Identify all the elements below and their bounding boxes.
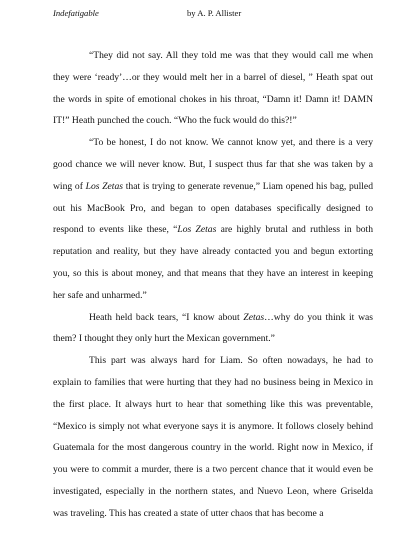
text-run: are highly brutal and ruthless in both reputation and reality, but they have already contacted you and begun extorting you, so this is about money, and that means that they have an interest in keeping her safe and unharmed.” <box>53 224 373 301</box>
text-run: …why do you think it was them? I thought they only hurt the Mexican government.” <box>53 311 373 345</box>
body-text <box>53 45 373 525</box>
running-header <box>53 8 380 20</box>
paragraph <box>53 45 373 132</box>
text-run: This part was always hard for Liam. So often nowadays, he had to explain to families that were hurting that they had no business being in Mexico in the first place. It always hurt to hear that something like this was preventable, “Mexico is simply not what everyone says it is anymore. It follows closely behind Guatemala for the most dangerous country in the world. Right now in Mexico, if you were to commit a murder, there is a two percent chance that it would even be investigated, especially in the northern states, and Nuevo Leon, where Griselda was traveling. This has created a state of utter chaos that has become a <box>53 355 373 519</box>
text-run: Heath held back tears, “I know about <box>89 311 244 323</box>
text-run: “To be honest, I do not know. We cannot know yet, and there is a very good chance we will never know. But, I suspect thus far that she was taken by a wing of <box>53 137 373 192</box>
italic-text: Los Zetas <box>85 180 124 192</box>
text-run: that is trying to generate revenue,” Liam opened his bag, pulled out his MacBook Pro, and began to open databases specifically designed to respond to events like these, “ <box>53 180 373 236</box>
italic-text: Zetas <box>243 311 265 323</box>
text-run: “They did not say. All they told me was that they would call me when they were ‘ready’…or they would melt her in a barrel of diesel, ” Heath spat out the words in spite of emotional chokes in his throat, “Damn it! Damn it! DAMN IT!” Heath punched the couch. “Who the fuck would do this?!” <box>53 50 373 127</box>
paragraph <box>53 350 373 524</box>
paragraph <box>53 132 373 306</box>
italic-text: Los Zetas <box>177 224 217 236</box>
paragraph <box>53 307 373 351</box>
book-title: Indefatigable <box>53 8 99 18</box>
author-byline: by A. P. Allister <box>187 8 242 18</box>
